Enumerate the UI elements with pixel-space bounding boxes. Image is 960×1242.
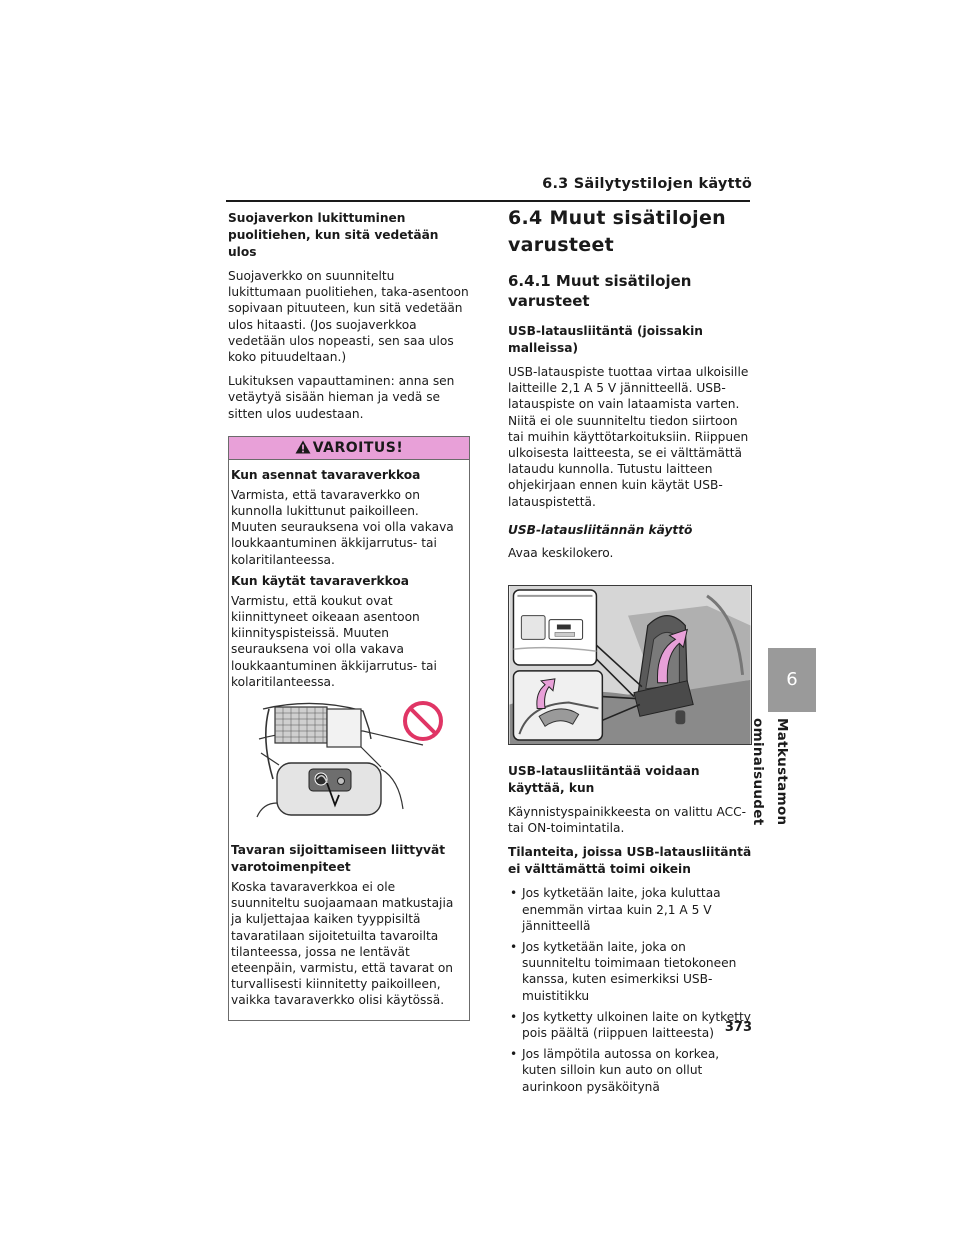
section-heading: 6.4 Muut sisätilojen varusteet (508, 207, 726, 256)
center-console-photo (508, 585, 752, 745)
header-rule (226, 200, 750, 202)
warning-text-use: Varmistu, että koukut ovat kiinnittyneet oikeaan asentoon kiinnityspisteissä. Muuten seurauksena voi olla vakava loukkaantuminen äkkijarrutus- tai kolaritilanteessa. (231, 593, 437, 689)
warning-box (228, 436, 470, 1021)
list-item: • Jos kytketty ulkoinen laite on kytketty pois päältä (riippuen laitteesta) (508, 1009, 752, 1041)
list-item: • Jos lämpötila autossa on korkea, kuten silloin kun auto on ollut aurinkoon pysäköitynä (508, 1046, 752, 1095)
net-lock-paragraph: Suojaverkko on suunniteltu lukittumaan puolitiehen, taka-asentoon sopivaan pituuteen, kun sitä vedetään ulos hitaasti. (Jos suojaverkkoa vedetään ulos nopeasti, sen saa ulos koko pituudeltaan.) (228, 269, 469, 365)
chapter-title: Matkustamon ominaisuudet (750, 718, 790, 826)
warning-content (229, 460, 469, 1020)
warning-sub-cargo: Tavaran sijoittamiseen liittyvät varotoimenpiteet (231, 843, 446, 875)
warning-text-install: Varmista, että tavaraverkko on kunnolla lukittunut paikoilleen. Muuten seurauksena voi olla vakava loukkaantuminen äkkijarrutus- tai kolaritilanteessa. (231, 487, 454, 567)
warning-title-bar (229, 437, 469, 460)
usb-when-paragraph: Käynnistyspainikkeesta on valittu ACC- tai ON-toimintatila. (508, 805, 747, 836)
net-release-paragraph: Lukituksen vapauttaminen: anna sen vetäytyä sisään hieman ja vedä se sitten ulos uudestaan. (228, 374, 455, 421)
usb-paragraph: USB-latauspiste tuottaa virtaa ulkoisille laitteille 2,1 A 5 V jännitteellä. USB-latauspiste on vain lataamista varten. Niitä ei ole suunniteltu tiedon siirtoon tai muihin käyttötarkoituksiin. Riippuen ulkoisesta laitteesta, se ei välttämättä lataudu kunnolla. Tutustu laitteen ohjekirjaan ennen kuin käytät USB-latauspistettä. (508, 365, 749, 509)
net-lock-heading: Suojaverkon lukittuminen puolitiehen, kun sitä vedetään ulos (228, 211, 439, 259)
subsection-heading: 6.4.1 Muut sisätilojen varusteet (508, 272, 692, 310)
page-number: 373 (724, 1020, 752, 1035)
warning-triangle-icon (295, 440, 311, 454)
usb-when-heading: USB-latausliitäntää voidaan käyttää, kun (508, 764, 700, 796)
left-column (228, 210, 470, 1021)
chapter-tab: 6 (768, 648, 816, 712)
usb-usage-heading: USB-latausliitännän käyttö (508, 522, 693, 537)
list-item: • Jos kytketään laite, joka on suunniteltu toimimaan tietokoneen kanssa, kuten esimerkiksi USB-muistitikku (508, 939, 752, 1004)
cargo-net-hook-illustration (253, 699, 449, 825)
warning-sub-use: Kun käytät tavaraverkkoa (231, 573, 409, 588)
right-column (508, 207, 752, 1100)
running-header: 6.3 Säilytystilojen käyttö (542, 176, 752, 192)
warning-text-cargo: Koska tavaraverkkoa ei ole suunniteltu suojaamaan matkustajia ja kuljettajaa kaiken tyyppisiltä tavaratilaan sijoitetuilta tavaroilta tilanteessa, jossa ne lentävät eteenpäin, varmistu, että tavarat on turvallisesti kiinnitetty paikoilleen, vaikka tavaraverkko olisi käytössä. (231, 880, 454, 1008)
warning-title-text: VAROITUS! (312, 439, 404, 456)
warning-sub-install: Kun asennat tavaraverkkoa (231, 467, 421, 482)
usb-heading: USB-latausliitäntä (joissakin malleissa) (508, 324, 703, 355)
usb-fail-list (508, 885, 752, 1094)
list-item: • Jos kytketään laite, joka kuluttaa enemmän virtaa kuin 2,1 A 5 V jännitteellä (508, 885, 752, 934)
usb-fail-heading: Tilanteita, joissa USB-latausliitäntä ei välttämättä toimi oikein (508, 845, 752, 877)
usb-usage-paragraph: Avaa keskilokero. (508, 545, 614, 560)
